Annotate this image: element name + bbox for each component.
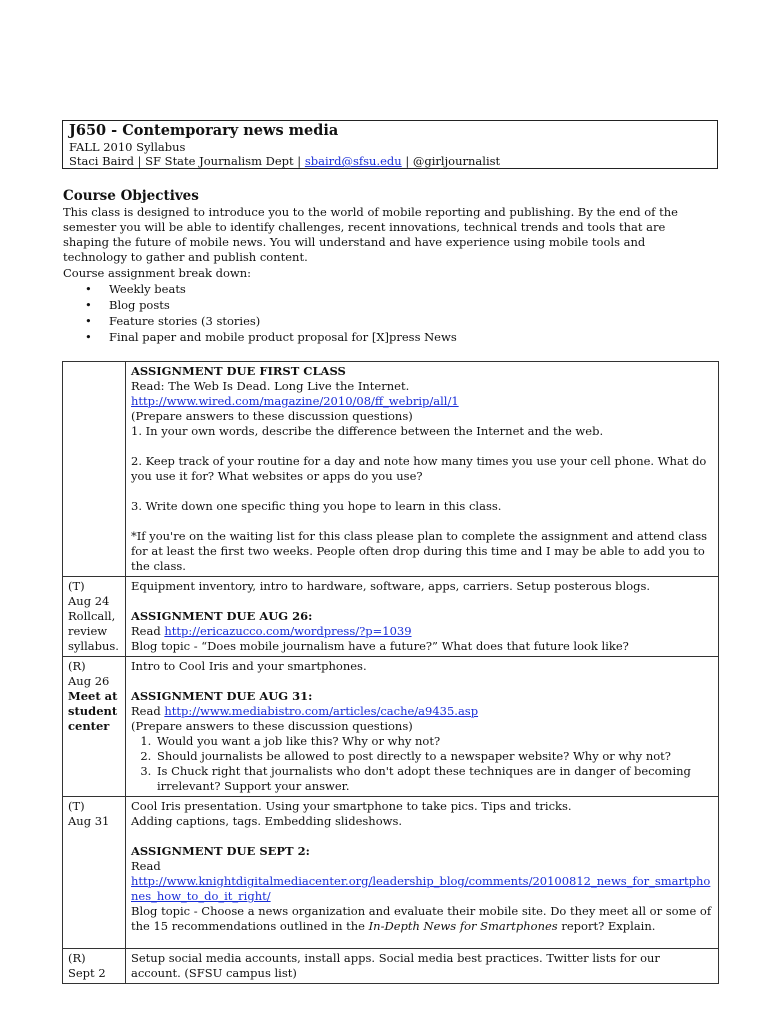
question: 2. Should journalists be allowed to post directly to a newspaper website? Why or why not? [155, 749, 713, 764]
content-cell [126, 797, 719, 949]
day-code: (T) [68, 579, 85, 593]
objectives-heading: Course Objectives [63, 188, 199, 204]
date-cell [63, 657, 126, 797]
department: SF State Journalism Dept [145, 154, 294, 168]
spacer [131, 594, 713, 609]
reading-link[interactable]: http://www.mediabistro.com/articles/cache/a9435.asp [164, 704, 479, 718]
table-row [63, 657, 719, 797]
class-topic: Adding captions, tags. Embedding slideshows. [131, 814, 403, 828]
date-cell [63, 362, 126, 577]
class-topic: Intro to Cool Iris and your smartphones. [131, 659, 367, 673]
spacer [131, 514, 713, 529]
list-item [63, 314, 723, 330]
assignment-heading: ASSIGNMENT DUE FIRST CLASS [131, 364, 346, 378]
class-date: Sept 2 [68, 966, 106, 980]
class-date: Aug 31 [68, 814, 110, 828]
list-item [63, 282, 723, 298]
blog-topic [131, 904, 713, 934]
question: 1. Would you want a job like this? Why or why not? [155, 734, 713, 749]
list-item [63, 330, 723, 346]
list-item-text: Feature stories (3 stories) [109, 314, 261, 328]
question-list [131, 734, 713, 794]
spacer [131, 829, 713, 844]
reading-prefix: Read [131, 704, 165, 718]
spacer [131, 674, 713, 689]
content-cell [126, 577, 719, 657]
email-link[interactable]: sbaird@sfsu.edu [304, 154, 402, 168]
table-row [63, 797, 719, 949]
report-title: In-Depth News for Smartphones [368, 919, 558, 933]
reading-prefix: Read [131, 624, 165, 638]
reading-line [131, 624, 713, 639]
class-date: Aug 26 [68, 674, 110, 688]
spacer [131, 484, 713, 499]
date-cell [63, 577, 126, 657]
reading-link[interactable]: http://www.wired.com/magazine/2010/08/ff_webrip/all/1 [131, 394, 459, 408]
bullet-icon: • [85, 314, 92, 328]
question: 3. Write down one specific thing you hope to learn in this class. [131, 499, 502, 513]
date-note: Rollcall, review syllabus. [68, 609, 119, 653]
assignment-heading: ASSIGNMENT DUE AUG 31: [131, 689, 313, 703]
class-date: Aug 24 [68, 594, 110, 608]
content-cell [126, 362, 719, 577]
reading-prefix: Read [131, 859, 161, 873]
reading-line [131, 874, 713, 904]
blog-topic-text: report? Explain. [557, 919, 656, 933]
instructor-name: Staci Baird [69, 154, 134, 168]
reading-line [131, 704, 713, 719]
date-note: Meet at student center [68, 689, 118, 733]
table-row [63, 577, 719, 657]
day-code: (R) [68, 659, 86, 673]
separator: | [133, 154, 146, 168]
question: 2. Keep track of your routine for a day and note how many times you use your cell phone. What do you use it for? What websites or apps do you use? [131, 454, 707, 483]
class-topic: Equipment inventory, intro to hardware, software, apps, carriers. Setup posterous blogs. [131, 579, 651, 593]
question: 1. In your own words, describe the difference between the Internet and the web. [131, 424, 604, 438]
list-item [63, 298, 723, 314]
bullet-icon: • [85, 298, 92, 312]
assignment-heading: ASSIGNMENT DUE SEPT 2: [131, 844, 310, 858]
class-topic: Cool Iris presentation. Using your smartphone to take pics. Tips and tricks. [131, 799, 572, 813]
breakdown-label: Course assignment break down: [63, 266, 252, 280]
table-row [63, 949, 719, 984]
spacer [131, 439, 713, 454]
date-cell [63, 949, 126, 984]
table-row [63, 362, 719, 577]
objectives-text: This class is designed to introduce you to the world of mobile reporting and publishing. By the end of the semester you will be able to identify challenges, recent innovations, technical trends and tools that are shaping the future of mobile news. You will understand and have experience using mobile tools and technology to gather and publish content. [63, 205, 678, 264]
content-cell [126, 657, 719, 797]
reading-line [131, 379, 713, 409]
class-topic: Setup social media accounts, install apps. Social media best practices. Twitter lists for our account. (SFSU campus list) [131, 951, 660, 980]
bullet-icon: • [85, 330, 92, 344]
course-title: J650 - Contemporary news media [69, 122, 339, 139]
term-line: FALL 2010 Syllabus [69, 140, 186, 154]
separator: | [293, 154, 305, 168]
list-item-text: Weekly beats [109, 282, 186, 296]
waitlist-note: *If you're on the waiting list for this class please plan to complete the assignment and attend class for at least the first two weeks. People often drop during this time and I may be able to add you to the class. [131, 529, 708, 573]
list-item-text: Final paper and mobile product proposal for [X]press News [109, 330, 457, 344]
course-header [62, 120, 718, 169]
bullet-icon: • [85, 282, 92, 296]
content-cell [126, 949, 719, 984]
reading-title: Read: The Web Is Dead. Long Live the Internet. [131, 379, 410, 393]
prepare-note: (Prepare answers to these discussion questions) [131, 719, 413, 733]
question: 3. Is Chuck right that journalists who don't adopt these techniques are in danger of becoming irrelevant? Support your answer. [155, 764, 713, 794]
list-item-text: Blog posts [109, 298, 170, 312]
schedule-table [62, 361, 719, 984]
breakdown-list [63, 282, 723, 346]
blog-topic-text: Blog topic - Choose a news organization and evaluate their mobile site. Do they meet all or some of the 15 recommendations outlined in the [131, 904, 712, 933]
prepare-note: (Prepare answers to these discussion questions) [131, 409, 413, 423]
day-code: (T) [68, 799, 85, 813]
blog-topic: Blog topic - “Does mobile journalism have a future?” What does that future look like? [131, 639, 629, 653]
assignment-heading: ASSIGNMENT DUE AUG 26: [131, 609, 313, 623]
separator: | [401, 154, 413, 168]
reading-link[interactable]: http://ericazucco.com/wordpress/?p=1039 [164, 624, 412, 638]
twitter-handle: @girljournalist [412, 154, 501, 168]
reading-link[interactable]: http://www.knightdigitalmediacenter.org/leadership_blog/comments/20100812_news_for_smartphones_how_to_do_it_right/ [131, 874, 711, 903]
instructor-line [69, 154, 711, 168]
day-code: (R) [68, 951, 86, 965]
date-cell [63, 797, 126, 949]
